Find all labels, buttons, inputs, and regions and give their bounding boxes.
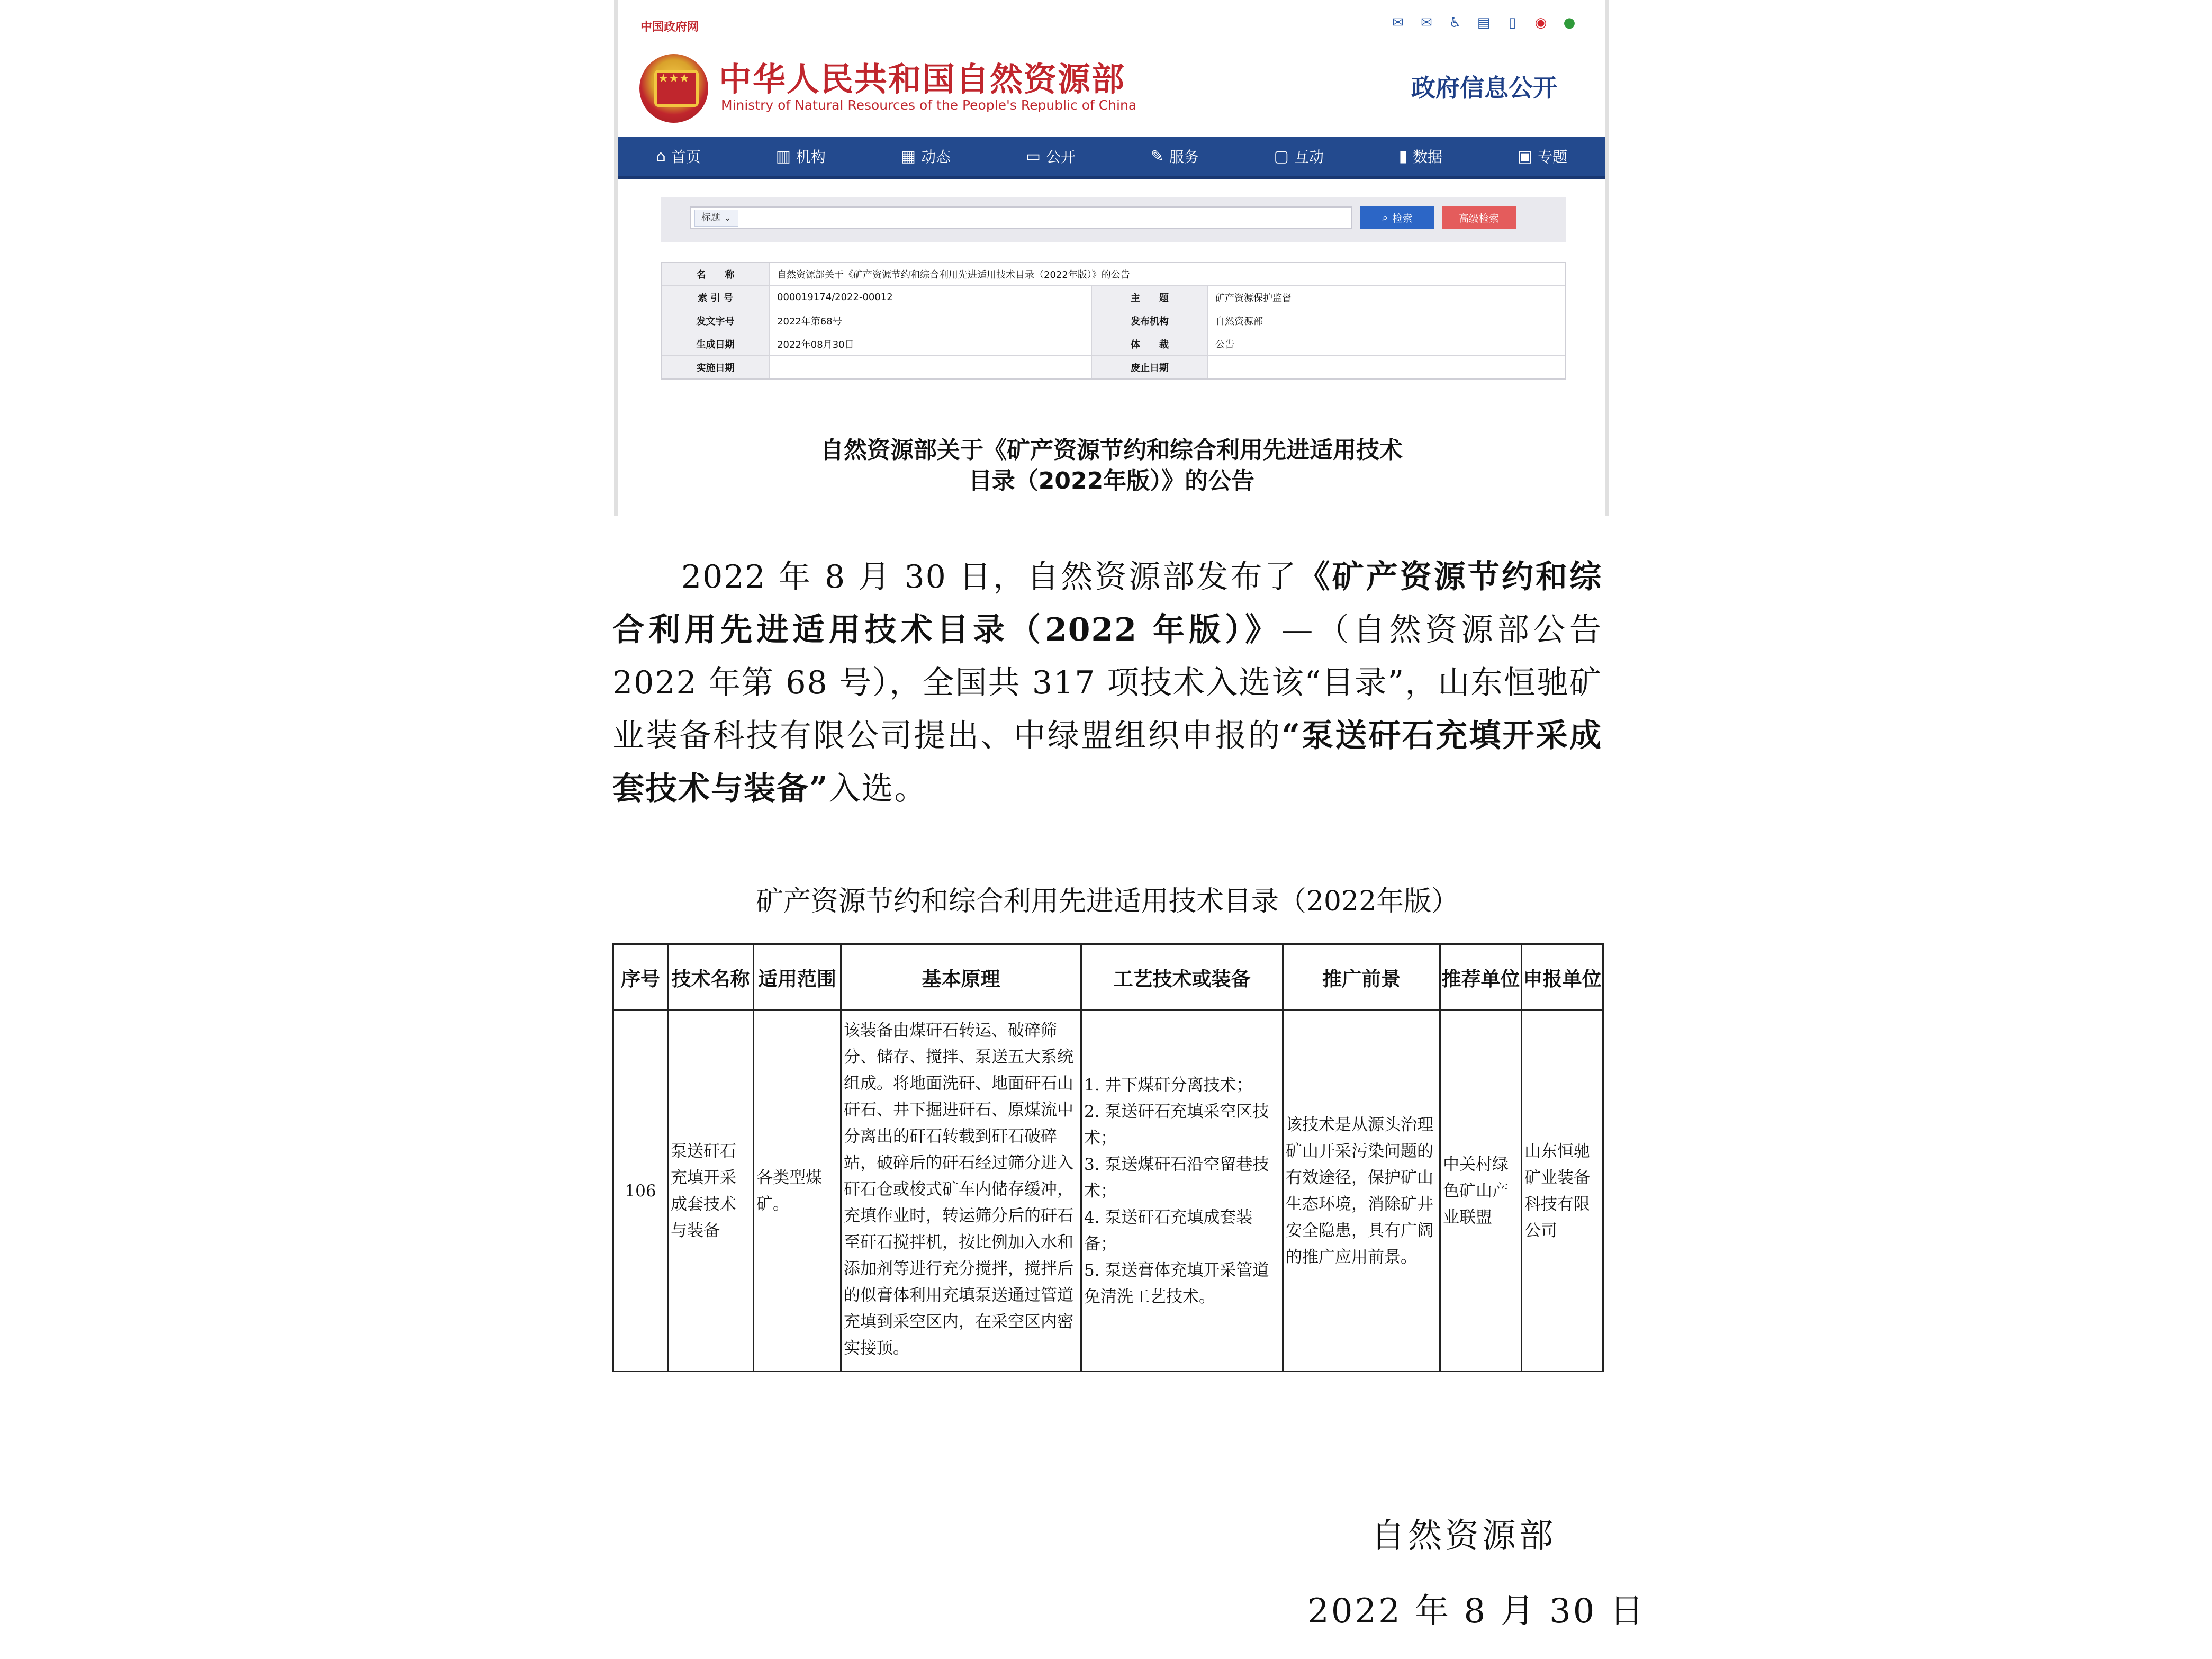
article-paragraph <box>612 551 1602 815</box>
meta-value: 公告 <box>1208 332 1566 356</box>
meta-label: 发文字号 <box>661 309 770 332</box>
masthead <box>618 38 1605 137</box>
building-icon: ▥ <box>775 147 791 166</box>
chevron-down-icon: ⌄ <box>723 212 732 223</box>
search-area <box>661 197 1566 242</box>
mail-icon[interactable]: ✉ <box>1392 15 1404 31</box>
nav-news[interactable] <box>901 146 951 167</box>
search-button[interactable] <box>1360 206 1434 229</box>
para-text: 2022 年 8 月 30 日，自然资源部发布了 <box>681 558 1298 596</box>
search-type-select[interactable] <box>694 210 738 227</box>
meta-label: 索 引 号 <box>661 286 770 309</box>
home-icon: ⌂ <box>655 147 666 166</box>
nav-label: 首页 <box>671 148 701 166</box>
signature-date: 2022 年 8 月 30 日 <box>1307 1592 1646 1631</box>
edit-icon: ✎ <box>1150 147 1164 166</box>
meta-label: 主 题 <box>1092 286 1208 309</box>
nav-label: 互动 <box>1294 148 1324 166</box>
meta-label: 体 裁 <box>1092 332 1208 356</box>
para-text: —（自然资源部公告 2022 年第 68 号），全国共 317 项技术入选该“目录”，山东恒驰矿业装备科技有限公司提出、中绿盟组织申报的 <box>612 611 1603 754</box>
col-header: 工艺技术或装备 <box>1081 944 1283 1011</box>
email-icon[interactable]: ✉ <box>1421 15 1432 31</box>
col-header: 技术名称 <box>668 944 754 1011</box>
tech-name: “泵送矸石充填开采成套技术与装备” <box>612 717 1603 807</box>
table-row <box>613 1011 1603 1372</box>
col-header: 推广前景 <box>1283 944 1440 1011</box>
announcement-title <box>618 435 1605 497</box>
meta-value <box>1208 356 1566 380</box>
cell-prospect: 该技术是从源头治理矿山开采污染问题的有效途径，保护矿山生态环境，消除矿井安全隐患，具有广阔的推广应用前景。 <box>1283 1011 1440 1372</box>
meta-value <box>770 356 1092 380</box>
advanced-search-button[interactable]: 高级检索 <box>1442 206 1516 229</box>
national-emblem-icon: ★★★ <box>639 54 708 123</box>
col-header: 适用范围 <box>754 944 841 1011</box>
monitor-icon: ▭ <box>1025 147 1041 166</box>
nav-interaction[interactable] <box>1274 146 1324 167</box>
table-row <box>661 262 1565 286</box>
nav-label: 数据 <box>1413 148 1443 166</box>
main-nav <box>618 137 1605 179</box>
document-meta-table <box>661 262 1566 380</box>
cell-scope: 各类型煤矿。 <box>754 1011 841 1372</box>
chat-icon: ▢ <box>1274 147 1289 166</box>
table-row <box>661 356 1565 380</box>
cell-name: 泵送矸石充填开采成套技术与装备 <box>668 1011 754 1372</box>
search-icon: ⌕ <box>1382 212 1388 223</box>
nav-label: 公开 <box>1046 148 1076 166</box>
website-screenshot <box>614 0 1609 516</box>
meta-value: 2022年08月30日 <box>770 332 1092 356</box>
meta-label: 实施日期 <box>661 356 770 380</box>
table-row <box>661 332 1565 356</box>
col-header: 申报单位 <box>1522 944 1603 1011</box>
cell-process: 1. 井下煤矸分离技术； 2. 泵送矸石充填采空区技术； 3. 泵送煤矸石沿空留巷技术； 4. 泵送矸石充填成套装备； 5. 泵送膏体充填开采管道免清洗工艺技术。 <box>1081 1011 1283 1372</box>
meta-value: 2022年第68号 <box>770 309 1092 332</box>
search-input[interactable] <box>690 206 1352 229</box>
ministry-name-en: Ministry of Natural Resources of the People's Republic of China <box>721 97 1137 113</box>
gov-info-open-title[interactable]: 政府信息公开 <box>1411 74 1557 102</box>
nav-home[interactable] <box>656 146 701 167</box>
book-icon: ▦ <box>900 147 916 166</box>
technology-table <box>612 943 1604 1372</box>
gov-site-link[interactable]: 中国政府网 <box>640 21 699 34</box>
nav-data[interactable] <box>1399 146 1443 167</box>
table-row <box>661 286 1565 309</box>
nav-public[interactable] <box>1026 146 1076 167</box>
search-type-label: 标题 <box>701 212 720 223</box>
meta-label: 生成日期 <box>661 332 770 356</box>
nav-topic[interactable] <box>1518 146 1567 167</box>
wechat-icon[interactable]: ● <box>1563 15 1576 31</box>
meta-value: 矿产资源保护监督 <box>1208 286 1566 309</box>
nav-label: 服务 <box>1169 148 1199 166</box>
weibo-icon[interactable]: ◉ <box>1534 15 1547 31</box>
cell-applicant: 山东恒驰矿业装备科技有限公司 <box>1522 1011 1603 1372</box>
announcement-title-line2: 目录（2022年版）》的公告 <box>968 467 1255 494</box>
bar-chart-icon: ▮ <box>1398 147 1408 166</box>
meta-value: 自然资源部关于《矿产资源节约和综合利用先进适用技术目录（2022年版）》的公告 <box>770 262 1566 286</box>
cell-no: 106 <box>613 1011 668 1372</box>
meta-label: 发布机构 <box>1092 309 1208 332</box>
para-text: 入选。 <box>828 770 927 807</box>
meta-label: 名 称 <box>661 262 770 286</box>
table-row <box>661 309 1565 332</box>
search-button-label: 检索 <box>1392 212 1413 224</box>
signature-org: 自然资源部 <box>1371 1517 1556 1556</box>
nav-organization[interactable] <box>776 146 826 167</box>
nav-service[interactable] <box>1151 146 1199 167</box>
nav-label: 动态 <box>920 148 951 166</box>
cell-recommender: 中关村绿色矿山产业联盟 <box>1440 1011 1522 1372</box>
col-header: 序号 <box>613 944 668 1011</box>
top-strip <box>618 0 1605 37</box>
catalog-name: 《矿产资源节约和综合利用先进适用技术目录（2022 年版）》 <box>612 558 1603 648</box>
ministry-name[interactable]: 中华人民共和国自然资源部 <box>719 60 1126 98</box>
meta-value: 000019174/2022-00012 <box>770 286 1092 309</box>
meta-value: 自然资源部 <box>1208 309 1566 332</box>
top-icon-bar <box>1389 15 1578 31</box>
announcement-title-line1: 自然资源部关于《矿产资源节约和综合利用先进适用技术 <box>820 437 1403 464</box>
table-title: 矿产资源节约和综合利用先进适用技术目录（2022年版） <box>755 886 1459 917</box>
nav-label: 机构 <box>796 148 826 166</box>
topic-icon: ▣ <box>1517 147 1533 166</box>
cell-principle: 该装备由煤矸石转运、破碎筛分、储存、搅拌、泵送五大系统组成。将地面洗矸、地面矸石山矸石、井下掘进矸石、原煤流中分离出的矸石转载到矸石破碎站，破碎后的矸石经过筛分进入矸石仓或梭式矿车内储存缓冲，充填作业时，转运筛分后的矸石至矸石搅拌机，按比例加入水和添加剂等进行充分搅拌，搅拌后的似膏体利用充填泵送通过管道充填到采空区内，在采空区内密实接顶。 <box>841 1011 1081 1372</box>
meta-label: 废止日期 <box>1092 356 1208 380</box>
accessibility-icon[interactable]: ♿ <box>1449 15 1461 31</box>
col-header: 推荐单位 <box>1440 944 1522 1011</box>
mobile-icon[interactable]: ▯ <box>1508 15 1516 31</box>
rss-icon[interactable]: ▤ <box>1477 15 1491 31</box>
nav-label: 专题 <box>1538 148 1568 166</box>
col-header: 基本原理 <box>841 944 1081 1011</box>
table-header-row <box>613 944 1603 1011</box>
